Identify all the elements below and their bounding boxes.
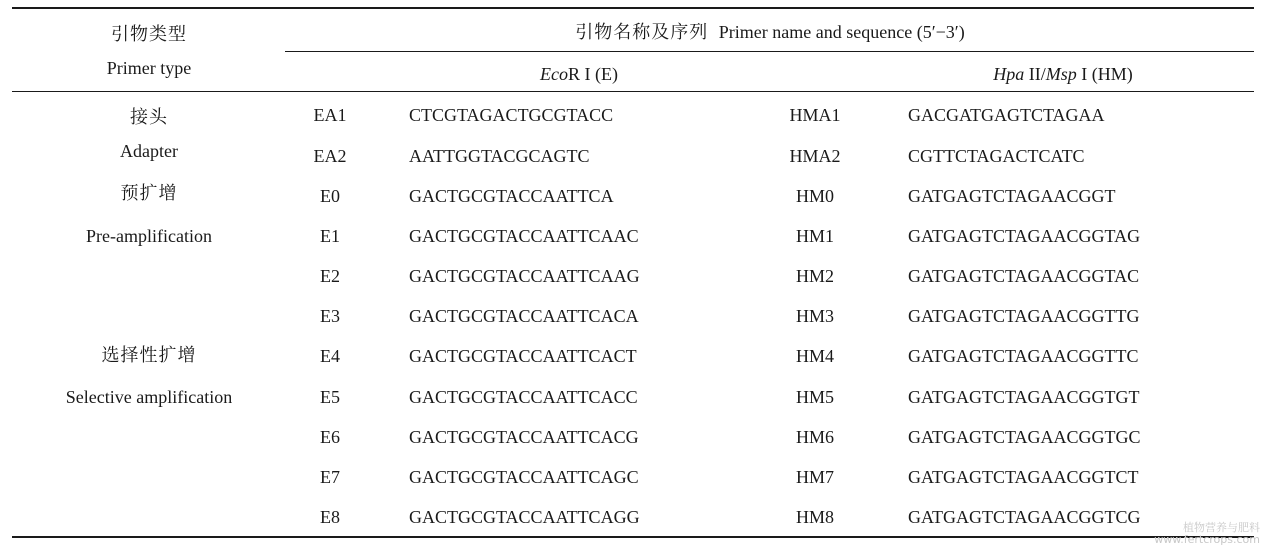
e-primer-seq: GACTGCGTACCAATTCAAC	[409, 226, 639, 246]
bottom-rule	[12, 536, 1254, 538]
e-primer-seq: GACTGCGTACCAATTCAAG	[409, 266, 640, 286]
e-primer-seq: GACTGCGTACCAATTCACT	[409, 346, 637, 366]
hm-primer-seq: GATGAGTCTAGAACGGT	[908, 186, 1116, 206]
hm-primer-seq: GATGAGTCTAGAACGGTGT	[908, 387, 1140, 407]
hm-primer-name: HM0	[795, 186, 835, 206]
header-type-cn: 引物类型	[111, 24, 187, 45]
hm-primer-name: HM5	[795, 387, 835, 407]
hpa-italic: Hpa	[993, 64, 1025, 84]
e-primer-name: E2	[320, 266, 340, 286]
hm-primer-name: HMA2	[789, 146, 841, 166]
e-primer-name: E7	[320, 467, 340, 487]
e-primer-seq: GACTGCGTACCAATTCAGG	[409, 507, 640, 527]
top-rule	[12, 7, 1254, 9]
e-primer-name: E6	[320, 427, 340, 447]
header-sequence	[575, 21, 964, 44]
group-adapter-cn: 接头	[130, 107, 168, 128]
hm-primer-name: HM2	[795, 266, 835, 286]
header-hpa	[993, 63, 1133, 85]
hm-primer-seq: GACGATGAGTCTAGAA	[908, 105, 1105, 125]
hm-primer-seq: GATGAGTCTAGAACGGTCG	[908, 507, 1141, 527]
msp-italic: Msp	[1045, 64, 1077, 84]
watermark	[1154, 522, 1260, 546]
group-sel-en: Selective amplification	[65, 387, 233, 407]
e-primer-name: EA1	[313, 105, 347, 125]
e-primer-seq: GACTGCGTACCAATTCAGC	[409, 467, 639, 487]
hpa-rest: I (HM)	[1076, 64, 1133, 84]
e-primer-name: E5	[320, 387, 340, 407]
e-primer-name: E3	[320, 306, 340, 326]
hpa-mid: II/	[1024, 64, 1046, 84]
hm-primer-name: HM7	[795, 467, 835, 487]
hm-primer-name: HM3	[795, 306, 835, 326]
header-ecor	[540, 63, 618, 85]
hm-primer-seq: GATGAGTCTAGAACGGTTG	[908, 306, 1140, 326]
hm-primer-seq: GATGAGTCTAGAACGGTCT	[908, 467, 1139, 487]
hm-primer-name: HM8	[795, 507, 835, 527]
ecor-italic: Eco	[540, 64, 568, 84]
hm-primer-seq: GATGAGTCTAGAACGGTAC	[908, 266, 1140, 286]
hm-primer-seq: GATGAGTCTAGAACGGTGC	[908, 427, 1141, 447]
e-primer-seq: GACTGCGTACCAATTCACA	[409, 306, 639, 326]
e-primer-seq: GACTGCGTACCAATTCA	[409, 186, 614, 206]
hm-primer-name: HM1	[795, 226, 835, 246]
header-seq-en: Primer name and sequence (5′−3′)	[718, 22, 965, 42]
hm-primer-name: HM4	[795, 346, 835, 366]
group-pre-en: Pre-amplification	[86, 226, 212, 246]
header-seq-cn: 引物名称及序列	[575, 22, 709, 43]
hm-primer-seq: CGTTCTAGACTCATC	[908, 146, 1085, 166]
e-primer-seq: AATTGGTACGCAGTC	[409, 146, 590, 166]
header-bottom-rule	[12, 91, 1254, 92]
hm-primer-seq: GATGAGTCTAGAACGGTTC	[908, 346, 1139, 366]
group-adapter-en: Adapter	[120, 141, 178, 161]
group-pre-cn: 预扩增	[120, 183, 178, 204]
e-primer-name: E0	[320, 186, 340, 206]
watermark-line2: www.fertcrops.com	[1154, 533, 1260, 546]
hm-primer-seq: GATGAGTCTAGAACGGTAG	[908, 226, 1141, 246]
header-type-en: Primer type	[106, 58, 192, 78]
e-primer-seq: GACTGCGTACCAATTCACC	[409, 387, 638, 407]
e-primer-seq: CTCGTAGACTGCGTACC	[409, 105, 614, 125]
e-primer-name: E8	[320, 507, 340, 527]
hm-primer-name: HMA1	[789, 105, 841, 125]
ecor-rest: R I (E)	[568, 64, 618, 84]
e-primer-name: EA2	[313, 146, 347, 166]
watermark-line1: 植物营养与肥料	[1183, 521, 1260, 534]
group-sel-cn: 选择性扩增	[101, 345, 197, 366]
e-primer-name: E1	[320, 226, 340, 246]
hm-primer-name: HM6	[795, 427, 835, 447]
e-primer-name: E4	[320, 346, 340, 366]
e-primer-seq: GACTGCGTACCAATTCACG	[409, 427, 639, 447]
header-mid-rule	[285, 51, 1254, 52]
